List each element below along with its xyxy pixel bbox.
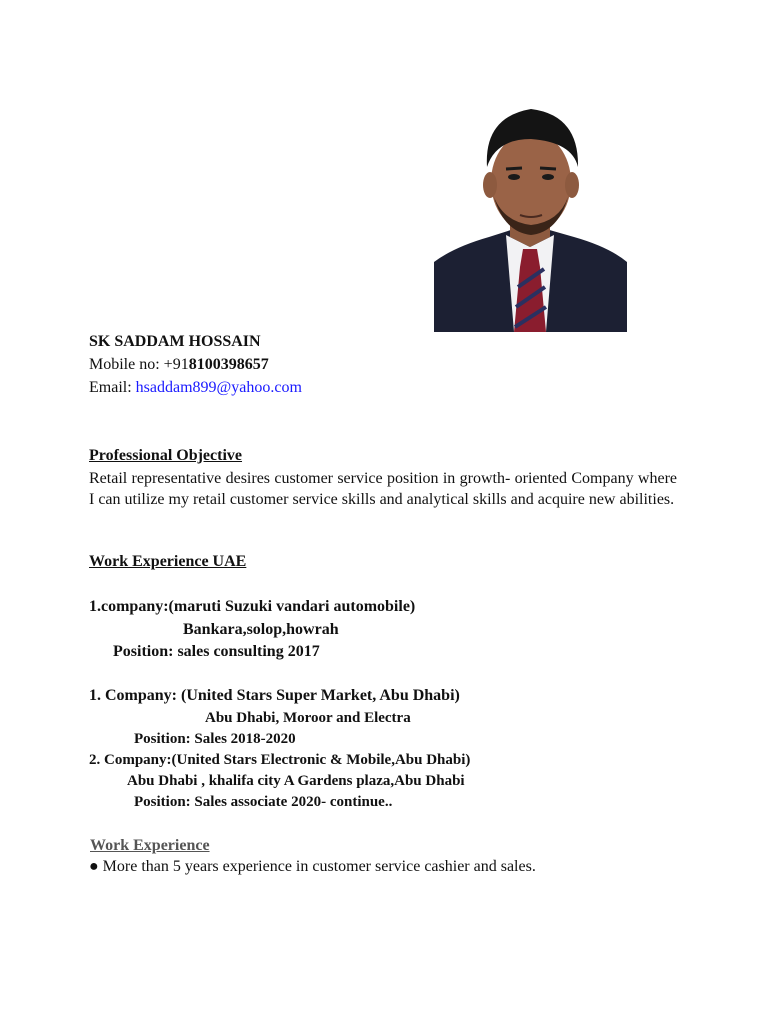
work-experience-heading: Work Experience [90,837,210,854]
mobile-number: 8100398657 [188,356,269,373]
job1-position: Position: sales consulting 2017 [113,643,320,660]
job2-company: 1. Company: (United Stars Super Market, Abu Dhabi) [89,687,460,704]
objective-text: Retail representative desires customer service position in growth- oriented Company where I can utilize my retail customer service skills and analytical skills and acquire new abilities. [89,470,677,508]
experience-bullet-item [89,858,536,876]
profile-photo [434,97,627,332]
mobile-line [89,356,269,374]
bullet-dot-icon: ● [89,858,99,875]
job3-position: Position: Sales associate 2020- continue.. [134,794,393,810]
email-line [89,379,302,397]
mobile-label: Mobile no: +91 [89,356,189,373]
job1-location: Bankara,solop,howrah [183,621,339,638]
experience-bullet-text: More than 5 years experience in customer service cashier and sales. [98,858,536,875]
work-uae-heading: Work Experience UAE [89,553,247,570]
email-label: Email: [89,379,136,396]
job3-location: Abu Dhabi , khalifa city A Gardens plaza,Abu Dhabi [127,773,465,789]
candidate-name: SK SADDAM HOSSAIN [89,333,261,350]
job1-company: 1.company:(maruti Suzuki vandari automobile) [89,598,416,615]
job3-company: 2. Company:(United Stars Electronic & Mobile,Abu Dhabi) [89,752,471,768]
job2-position: Position: Sales 2018-2020 [134,731,296,747]
objective-heading: Professional Objective [89,447,243,464]
job2-location: Abu Dhabi, Moroor and Electra [205,710,411,726]
email-link[interactable]: hsaddam899@yahoo.com [135,379,302,396]
